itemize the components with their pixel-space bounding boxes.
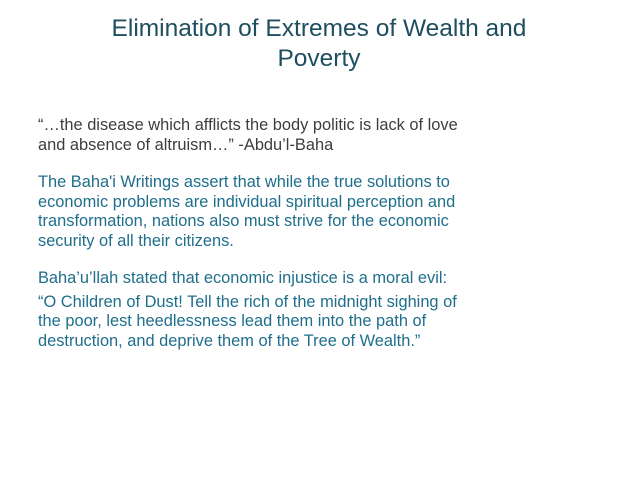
slide-title [40,14,598,74]
title-line: Elimination of Extremes of Wealth and [111,15,527,42]
slide-body [38,116,608,351]
quote-children-of-dust [38,293,608,352]
text-line: The Baha'i Writings assert that while the true solutions to [38,173,450,191]
paragraph-bahai-writings [38,173,608,251]
text-line: security of all their citizens. [38,231,234,250]
text-line: economic problems are individual spiritual perception and [38,192,456,211]
paragraph-bahaullah [38,269,608,289]
text-line: the poor, lest heedlessness lead them into the path of [38,312,427,330]
text-line: and absence of altruism…” -Abdu’l-Baha [38,135,334,154]
text-line: “…the disease which afflicts the body politic is lack of love [38,116,458,134]
title-line: Poverty [277,45,361,72]
text-line: destruction, and deprive them of the Tree of Wealth.” [38,331,421,350]
text-line: “O Children of Dust! Tell the rich of the midnight sighing of [38,292,457,311]
text-line: Baha’u’llah stated that economic injustice is a moral evil: [38,269,448,287]
text-line: transformation, nations also must strive for the economic [38,212,449,230]
quote-abdul-baha [38,116,608,155]
